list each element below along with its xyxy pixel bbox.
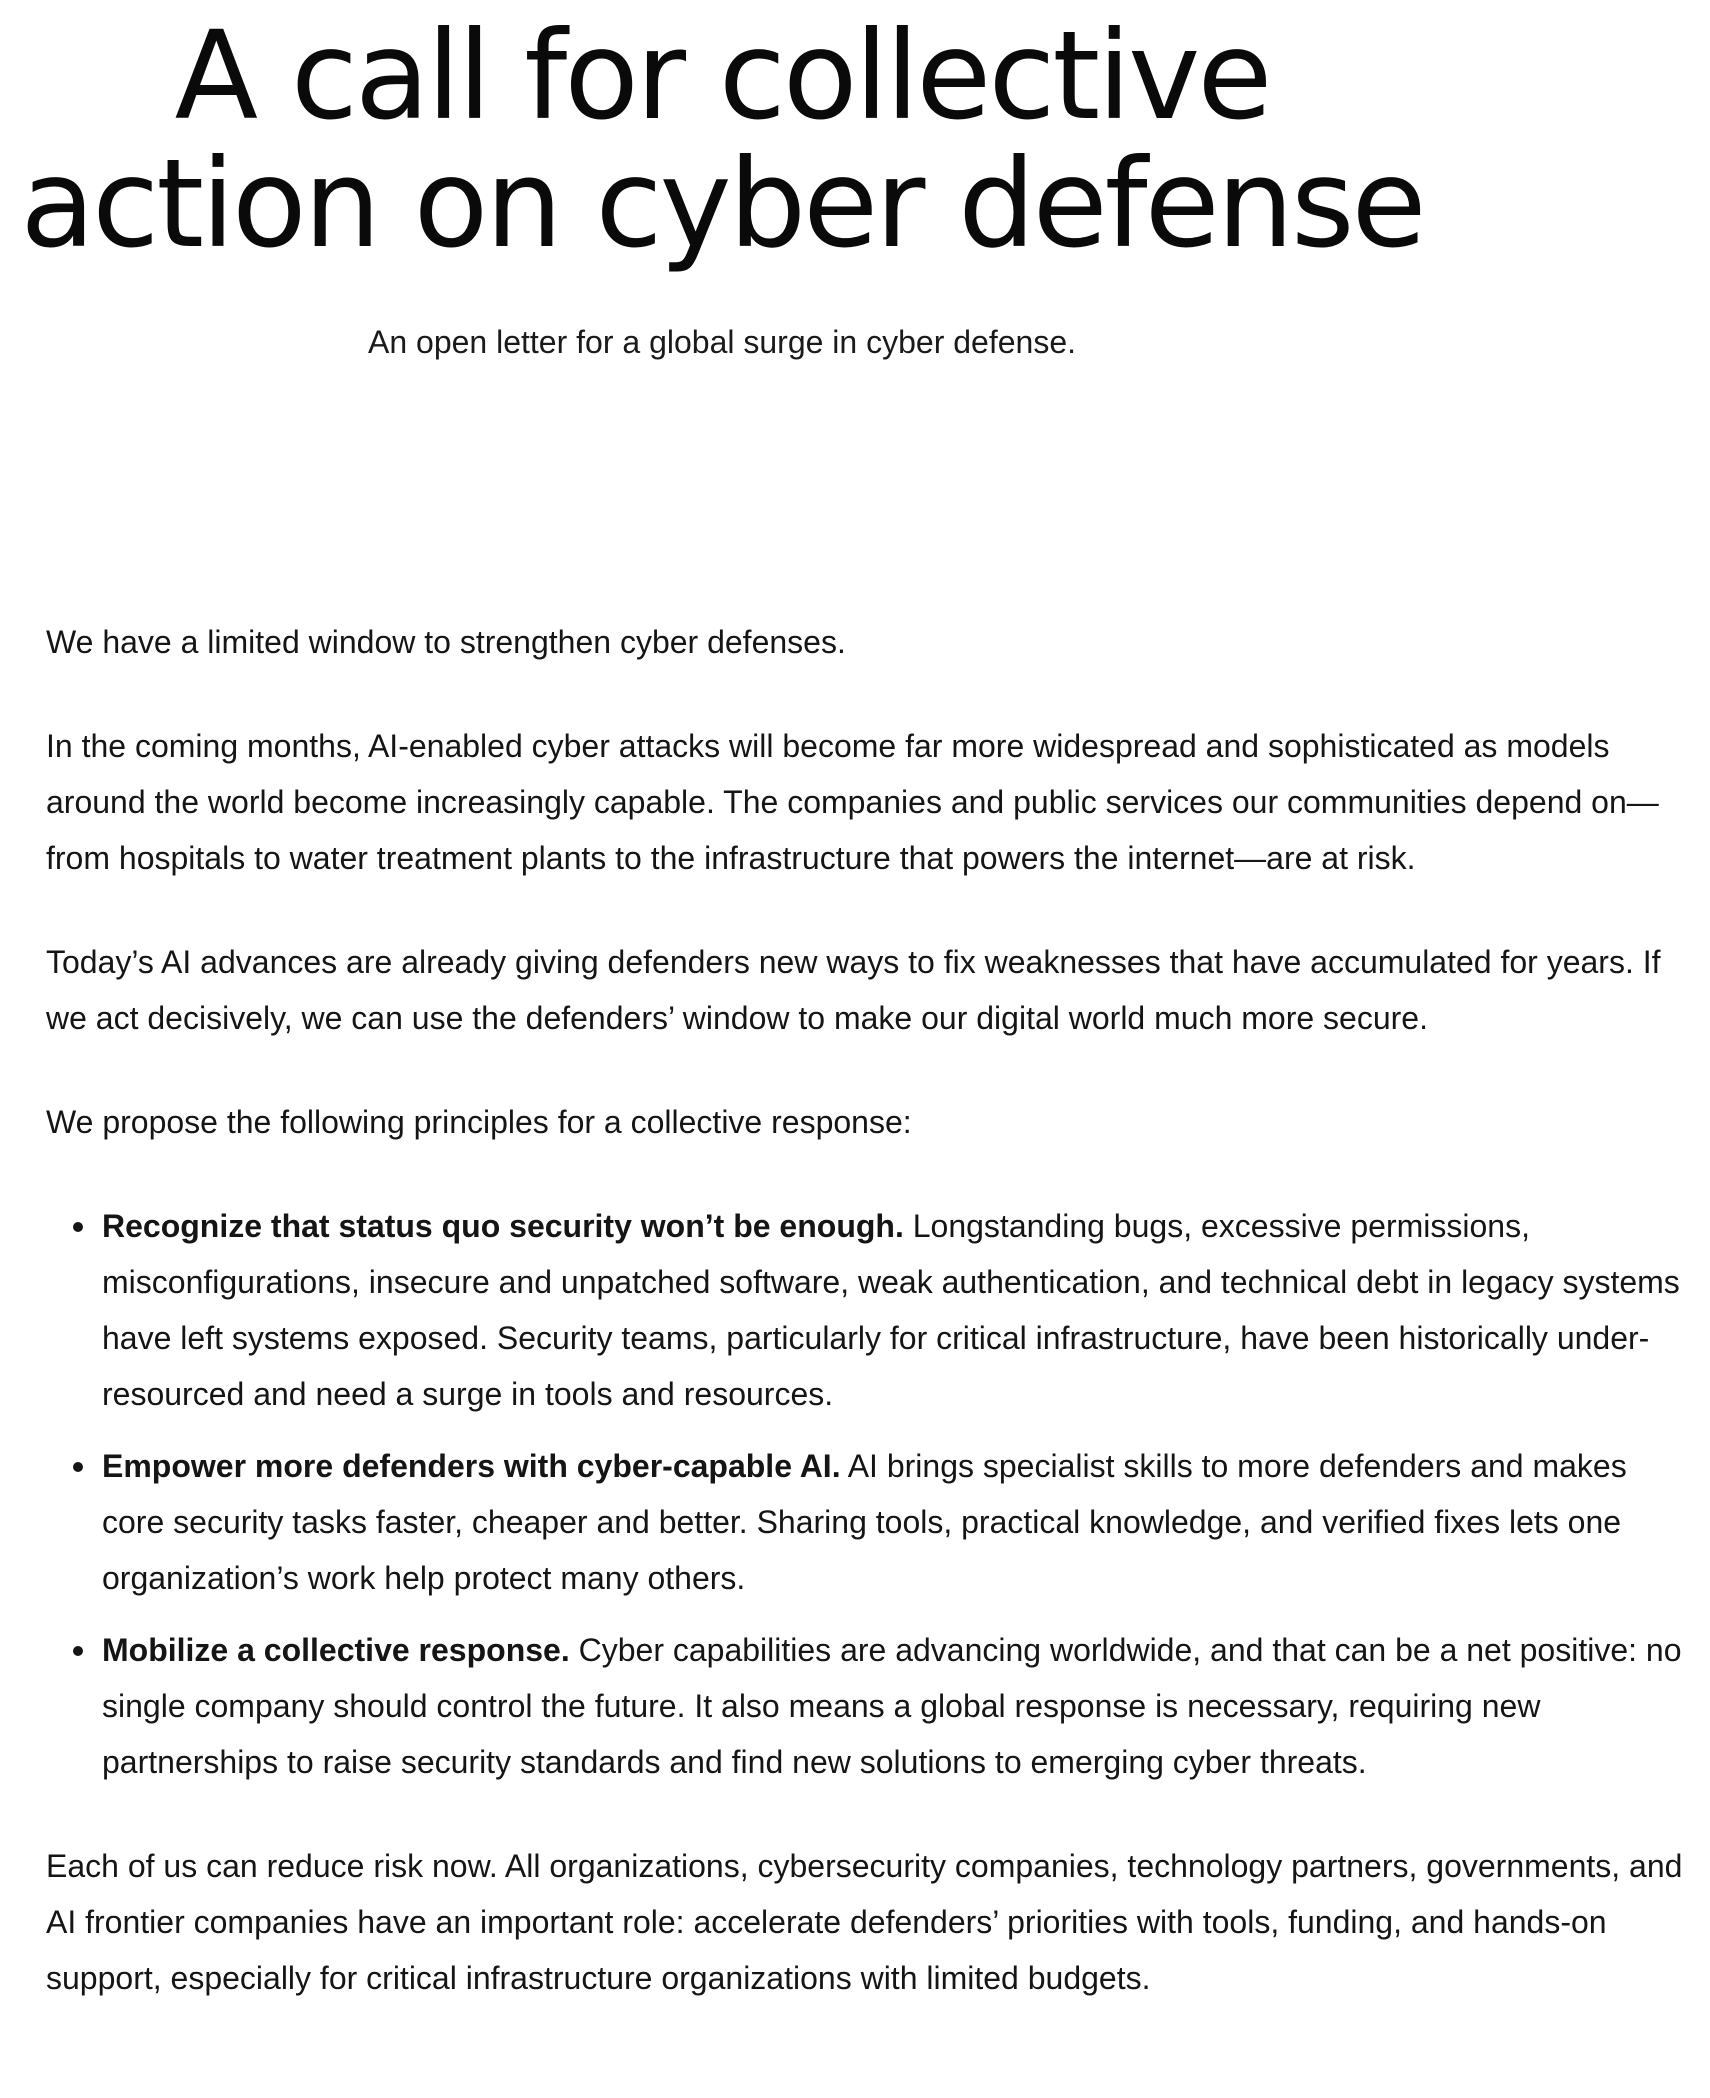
principle-text: Longstanding bugs, excessive permissions, misconfigurations, insecure and unpatched software, weak authentication, and technical debt in legacy systems have left systems exposed. Security teams, particularly for critical infrastructure, have been historically under-resourced and need a surge in tools and resources. <box>102 1208 1680 1412</box>
page-title <box>0 5 1444 275</box>
principle-item <box>102 1622 1686 1790</box>
principle-lead: Recognize that status quo security won’t be enough. <box>102 1208 904 1244</box>
page-subtitle: An open letter for a global surge in cyber defense. <box>368 324 1076 360</box>
principle-lead: Empower more defenders with cyber-capable AI. <box>102 1448 841 1484</box>
principle-text: AI brings specialist skills to more defenders and makes core security tasks faster, cheaper and better. Sharing tools, practical knowledge, and verified fixes lets one organization’s work help protect many others. <box>102 1448 1627 1596</box>
closing-paragraph: Each of us can reduce risk now. All organizations, cybersecurity companies, technology partners, governments, and AI frontier companies have an important role: accelerate defenders’ priorities with tools, funding, and hands-on support, especially for critical infrastructure organizations with limited budgets. <box>46 1848 1683 1996</box>
page-title-line-2: action on cyber defense <box>20 133 1424 275</box>
intro-paragraph: We have a limited window to strengthen cyber defenses. <box>46 624 846 660</box>
principle-text: Cyber capabilities are advancing worldwide, and that can be a net positive: no single company should control the future. It also means a global response is necessary, requiring new partnerships to raise security standards and find new solutions to emerging cyber threats. <box>102 1632 1682 1780</box>
risk-paragraph: In the coming months, AI-enabled cyber attacks will become far more widespread and sophisticated as models around the world become increasingly capable. The companies and public services our communities depend on—from hospitals to water treatment plants to the infrastructure that powers the internet—are at risk. <box>46 728 1659 876</box>
principle-lead: Mobilize a collective response. <box>102 1632 570 1668</box>
principle-item <box>102 1198 1686 1422</box>
principles-intro: We propose the following principles for a collective response: <box>46 1104 912 1140</box>
principles-list <box>46 1198 1686 1790</box>
page-title-line-1: A call for collective <box>174 5 1270 147</box>
letter-body <box>46 614 1686 2054</box>
opportunity-paragraph: Today’s AI advances are already giving defenders new ways to fix weaknesses that have accumulated for years. If we act decisively, we can use the defenders’ window to make our digital world much more secure. <box>46 944 1661 1036</box>
principle-item <box>102 1438 1686 1606</box>
